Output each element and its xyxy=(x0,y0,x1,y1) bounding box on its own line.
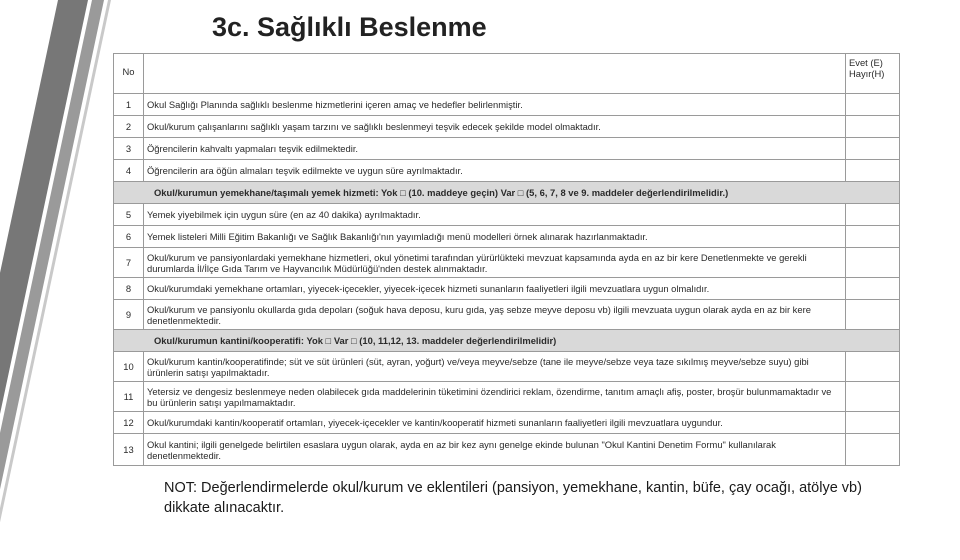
table-row xyxy=(114,434,900,466)
section-label: Okul/kurumun yemekhane/taşımalı yemek hizmeti: Yok □ (10. maddeye geçin) Var □ (5, 6, 7, 8 ve 9. maddeler değerlendirilmelidir.) xyxy=(114,182,900,204)
criterion-text: Okul/kurum çalışanlarını sağlıklı yaşam tarzını ve sağlıklı beslenmeyi teşvik edecek şekilde model olmaktadır. xyxy=(144,116,846,138)
answer-cell[interactable] xyxy=(846,352,900,382)
section-label: Okul/kurumun kantini/kooperatifi: Yok □ Var □ (10, 11,12, 13. maddeler değerlendirilmelidir) xyxy=(114,330,900,352)
criterion-text: Okul Sağlığı Planında sağlıklı beslenme hizmetlerini içeren amaç ve hedefler belirlenmiştir. xyxy=(144,94,846,116)
criterion-text: Yemek listeleri Milli Eğitim Bakanlığı ve Sağlık Bakanlığı'nın yayımladığı menü modelleri örnek alınarak hazırlanmaktadır. xyxy=(144,226,846,248)
table-row xyxy=(114,382,900,412)
criterion-text: Öğrencilerin kahvaltı yapmaları teşvik edilmektedir. xyxy=(144,138,846,160)
header-answer xyxy=(846,54,900,94)
answer-cell[interactable] xyxy=(846,300,900,330)
criterion-text: Yetersiz ve dengesiz beslenmeye neden olabilecek gıda maddelerinin tüketimini özendirici reklam, özendirme, tanıtım amaçlı afiş, poster, broşür bulunmamaktadır ve bu ürünlerin satışı yapılmamaktadır. xyxy=(144,382,846,412)
criterion-text: Okul/kurumdaki kantin/kooperatif ortamları, yiyecek-içecekler ve kantin/kooperatif hizmeti sunanların faaliyetleri ilgili mevzuatlara uygundur. xyxy=(144,412,846,434)
table-row xyxy=(114,138,900,160)
row-number: 8 xyxy=(114,278,144,300)
header-answer-yes: Evet (E) xyxy=(849,57,883,68)
answer-cell[interactable] xyxy=(846,434,900,466)
table-row xyxy=(114,94,900,116)
table-row xyxy=(114,204,900,226)
table-row xyxy=(114,160,900,182)
table-row xyxy=(114,300,900,330)
note-text: NOT: Değerlendirmelerde okul/kurum ve eklentileri (pansiyon, yemekhane, kantin, büfe, çay ocağı, atölye vb) dikkate alınacaktır. xyxy=(164,480,862,516)
criterion-text: Okul/kurum ve pansiyonlardaki yemekhane hizmetleri, okul yönetimi tarafından yürürlükteki mevzuat kapsamında ayda en az bir kere Denetlenmekte ve gerekli durumlarda İl/İlçe Gıda Tarım ve Hayvancılık Müdürlüğü'nden destek alınmaktadır. xyxy=(144,248,846,278)
answer-cell[interactable] xyxy=(846,278,900,300)
answer-cell[interactable] xyxy=(846,116,900,138)
row-number: 10 xyxy=(114,352,144,382)
row-number: 6 xyxy=(114,226,144,248)
table-row xyxy=(114,116,900,138)
row-number: 9 xyxy=(114,300,144,330)
row-number: 5 xyxy=(114,204,144,226)
answer-cell[interactable] xyxy=(846,382,900,412)
criterion-text: Okul/kurumdaki yemekhane ortamları, yiyecek-içecekler, yiyecek-içecek hizmeti sunanların faaliyetleri ilgili mevzuatlara uygun olmalıdır. xyxy=(144,278,846,300)
header-criterion xyxy=(144,54,846,94)
row-number: 13 xyxy=(114,434,144,466)
slide-title: 3c. Sağlıklı Beslenme xyxy=(212,12,487,42)
table-row xyxy=(114,248,900,278)
table-row xyxy=(114,278,900,300)
table-row xyxy=(114,352,900,382)
criteria-table xyxy=(113,53,900,466)
table-header-row xyxy=(114,54,900,94)
answer-cell[interactable] xyxy=(846,248,900,278)
header-no: No xyxy=(114,54,144,94)
criterion-text: Öğrencilerin ara öğün almaları teşvik edilmekte ve uygun süre ayrılmaktadır. xyxy=(144,160,846,182)
section-row xyxy=(114,330,900,352)
header-answer-no: Hayır(H) xyxy=(849,68,885,79)
row-number: 7 xyxy=(114,248,144,278)
row-number: 4 xyxy=(114,160,144,182)
criterion-text: Okul/kurum kantin/kooperatifinde; süt ve süt ürünleri (süt, ayran, yoğurt) ve/veya meyve/sebze (tane ile meyve/sebze veya taze sıkılmış meyve/sebze suyu) gibi ürünlerin satışı yapılmaktadır. xyxy=(144,352,846,382)
row-number: 2 xyxy=(114,116,144,138)
table-row xyxy=(114,226,900,248)
answer-cell[interactable] xyxy=(846,160,900,182)
answer-cell[interactable] xyxy=(846,94,900,116)
criterion-text: Okul/kurum ve pansiyonlu okullarda gıda depoları (soğuk hava deposu, kuru gıda, yaş sebze meyve deposu vb) ilgili mevzuata uygun olarak ayda en az bir kere denetlenmektedir. xyxy=(144,300,846,330)
row-number: 11 xyxy=(114,382,144,412)
answer-cell[interactable] xyxy=(846,412,900,434)
row-number: 12 xyxy=(114,412,144,434)
answer-cell[interactable] xyxy=(846,204,900,226)
row-number: 3 xyxy=(114,138,144,160)
section-row xyxy=(114,182,900,204)
answer-cell[interactable] xyxy=(846,138,900,160)
criterion-text: Okul kantini; ilgili genelgede belirtilen esaslara uygun olarak, ayda en az bir kez aynı genelge ekinde bulunan "Okul Kantini Denetim Formu" kullanılarak denetlenmektedir. xyxy=(144,434,846,466)
criterion-text: Yemek yiyebilmek için uygun süre (en az 40 dakika) ayrılmaktadır. xyxy=(144,204,846,226)
table-row xyxy=(114,412,900,434)
answer-cell[interactable] xyxy=(846,226,900,248)
row-number: 1 xyxy=(114,94,144,116)
